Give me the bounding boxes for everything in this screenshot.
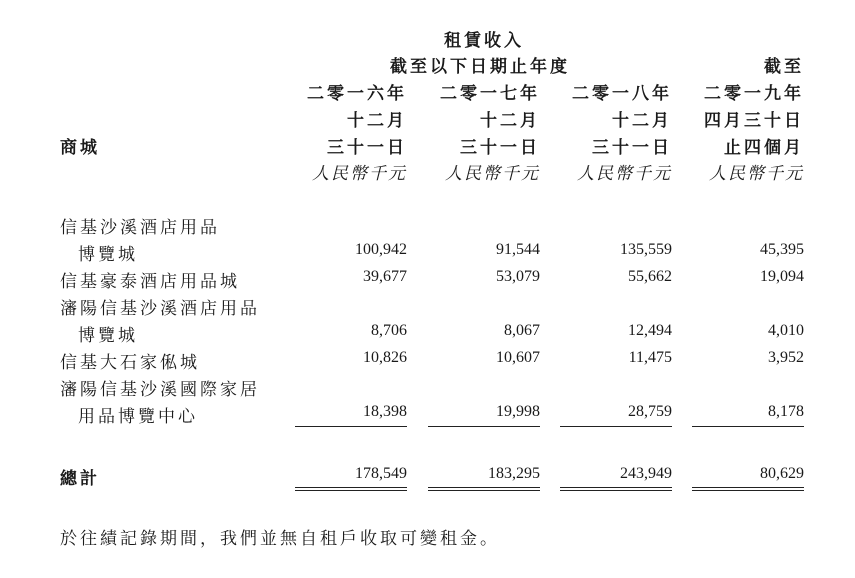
row1-label-line1: 信基沙溪酒店用品 [60, 218, 220, 238]
total-col2: 183,295 [488, 465, 540, 482]
row5-col2: 19,998 [496, 403, 540, 420]
col4-day: 止四個月 [724, 138, 804, 158]
total-rule-bottom-col1 [295, 490, 407, 491]
total-col3: 243,949 [620, 465, 672, 482]
col4-month: 四月三十日 [704, 111, 804, 131]
row2-label: 信基豪泰酒店用品城 [60, 272, 240, 292]
subtotal-rule-col1 [295, 426, 407, 427]
subtotal-rule-col4 [692, 426, 804, 427]
col4-year: 二零一九年 [704, 84, 804, 104]
total-rule-top-col1 [295, 487, 407, 488]
row4-col1: 10,826 [363, 349, 407, 366]
row2-col1: 39,677 [363, 268, 407, 285]
col3-unit: 人民幣千元 [577, 164, 672, 184]
row3-col3: 12,494 [628, 322, 672, 339]
row1-col4: 45,395 [760, 241, 804, 258]
row1-col2: 91,544 [496, 241, 540, 258]
row2-col2: 53,079 [496, 268, 540, 285]
subtotal-rule-col2 [428, 426, 540, 427]
row5-label-line1: 瀋陽信基沙溪國際家居 [60, 380, 260, 400]
col2-day: 三十一日 [460, 138, 540, 158]
col3-year: 二零一八年 [572, 84, 672, 104]
period-heading: 截至以下日期止年度 [390, 57, 570, 77]
row2-col4: 19,094 [760, 268, 804, 285]
subtotal-rule-col3 [560, 426, 672, 427]
footnote: 於往績記錄期間，我們並無自租戶收取可變租金。 [60, 529, 500, 549]
row5-col1: 18,398 [363, 403, 407, 420]
row4-col2: 10,607 [496, 349, 540, 366]
row5-col4: 8,178 [768, 403, 804, 420]
row1-label-line2: 博覽城 [78, 245, 138, 265]
col1-month: 十二月 [347, 111, 407, 131]
col1-year: 二零一六年 [307, 84, 407, 104]
row3-label-line2: 博覽城 [78, 326, 138, 346]
row4-col3: 11,475 [628, 349, 672, 366]
total-rule-bottom-col2 [428, 490, 540, 491]
col1-unit: 人民幣千元 [312, 164, 407, 184]
col3-month: 十二月 [612, 111, 672, 131]
row4-col4: 3,952 [768, 349, 804, 366]
total-rule-top-col4 [692, 487, 804, 488]
col2-month: 十二月 [480, 111, 540, 131]
row3-col2: 8,067 [504, 322, 540, 339]
col2-unit: 人民幣千元 [445, 164, 540, 184]
col1-day: 三十一日 [327, 138, 407, 158]
total-rule-bottom-col3 [560, 490, 672, 491]
total-col1: 178,549 [355, 465, 407, 482]
row3-label-line1: 瀋陽信基沙溪酒店用品 [60, 299, 260, 319]
total-col4: 80,629 [760, 465, 804, 482]
row5-col3: 28,759 [628, 403, 672, 420]
col4-heading: 截至 [764, 57, 804, 77]
row1-col1: 100,942 [355, 241, 407, 258]
total-rule-top-col2 [428, 487, 540, 488]
total-rule-top-col3 [560, 487, 672, 488]
row5-label-line2: 用品博覽中心 [78, 407, 198, 427]
total-rule-bottom-col4 [692, 490, 804, 491]
row3-col4: 4,010 [768, 322, 804, 339]
row2-col3: 55,662 [628, 268, 672, 285]
row4-label: 信基大石家俬城 [60, 353, 200, 373]
row1-col3: 135,559 [620, 241, 672, 258]
row3-col1: 8,706 [371, 322, 407, 339]
table-title: 租賃收入 [444, 31, 524, 51]
col3-day: 三十一日 [592, 138, 672, 158]
col4-unit: 人民幣千元 [709, 164, 804, 184]
col2-year: 二零一七年 [440, 84, 540, 104]
total-label: 總計 [60, 469, 100, 489]
row-label-heading: 商城 [60, 138, 100, 158]
